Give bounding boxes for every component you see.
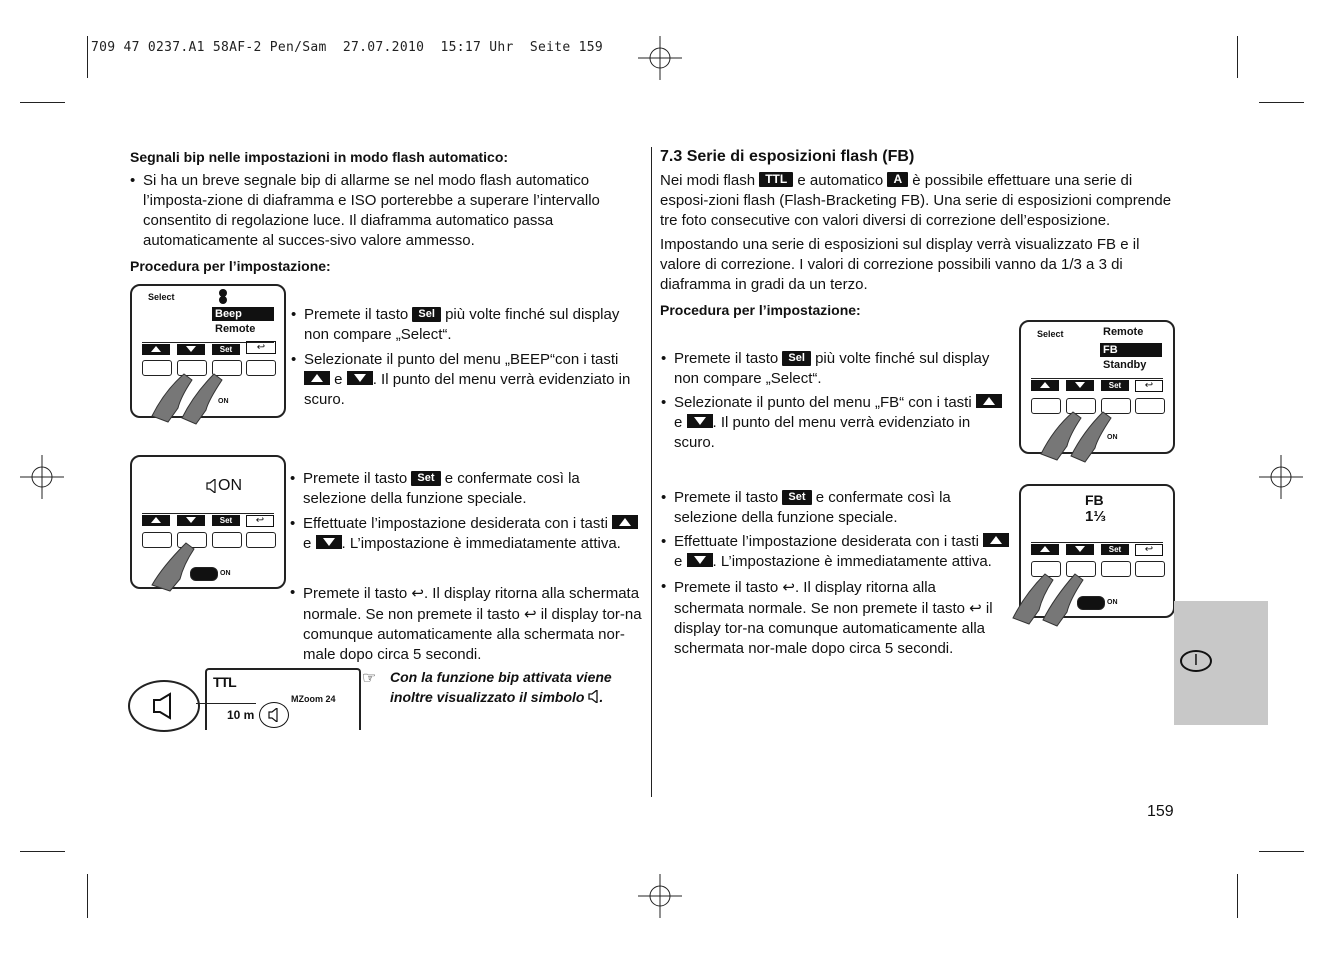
note-body: Con la funzione bip attivata viene inoltre visualizzato il simbolo <box>390 669 612 705</box>
flash-unit-fb-menu <box>1019 320 1175 454</box>
step-text: Premete il tasto <box>674 350 779 367</box>
return-icon: ↩ <box>523 605 537 623</box>
right-procedure-heading: Procedura per l’impostazione: <box>660 302 861 318</box>
return-icon: ↩ <box>411 584 424 602</box>
crop-mark <box>20 851 65 852</box>
return-icon: ↩ <box>1135 380 1163 392</box>
right-para2: Impostando una serie di esposizioni sul display verrà visualizzato FB e il valore di correzione. I valori di correzione possibili vanno da 1/3 a 3 di diaframma in gradi da un terzo. <box>660 236 1140 293</box>
column-divider <box>651 147 652 797</box>
step-text: . L’impostazione è immediatamente attiva. <box>341 535 621 552</box>
hand-icon <box>146 362 236 426</box>
lcd-set-label: Set <box>212 344 240 355</box>
lcd-fb-label: FB <box>1085 492 1104 508</box>
left-heading: Segnali bip nelle impostazioni in modo flash automatico: <box>130 149 509 165</box>
step-text: Premete il tasto <box>303 470 408 487</box>
step-text: più volte finché sul display non compare „Select“. <box>304 306 620 343</box>
pointing-hand-icon: ☞ <box>362 670 377 687</box>
sel-key-icon: Sel <box>412 307 441 322</box>
step-text: Selezionate il punto del menu „FB“ con i tasti <box>674 394 972 411</box>
on-label: ON <box>218 398 229 405</box>
on-label: ON <box>1107 434 1118 441</box>
right-step5: • Premete il tasto ↩. Il display ritorna alla schermata normale. Se non premete il tasto ↩ il display tor-na comunque automaticamente alla schermata nor-male dopo circa 5 secondi. <box>661 578 993 657</box>
remote-icon <box>216 288 230 304</box>
hand-icon <box>146 535 206 593</box>
auto-key-icon: A <box>887 172 908 187</box>
return-icon: ↩ <box>246 341 276 354</box>
right-step1: • Premete il tasto Sel più volte finché sul display non compare „Select“. <box>661 350 990 387</box>
step-text: . Il display ritorna alla schermata normale. Se non premete il tasto <box>303 585 640 623</box>
step-text: e confermate così la selezione della funzione speciale. <box>303 470 580 507</box>
para-text: e automatico <box>797 172 884 189</box>
left-procedure-heading: Procedura per l’impostazione: <box>130 258 331 274</box>
step-text: e <box>303 535 312 552</box>
left-intro-bullet: • Si ha un breve segnale bip di allarme se nel modo flash automatico l’imposta-zione di diaframma e ISO porterebbe a superare l’intervallo consentito di regolazione luce. Il diaframma automatico passa automaticamente al succes-sivo valore ammesso. <box>130 171 642 251</box>
lcd-mode-ttl: TTL <box>213 674 236 690</box>
left-step1: • Premete il tasto Sel più volte finché sul display non compare „Select“. <box>291 306 620 343</box>
left-step3: • Premete il tasto Set e confermate così la selezione della funzione speciale. <box>290 470 580 507</box>
lcd-set-label: Set <box>1101 380 1129 391</box>
language-tab-label: I <box>1180 650 1212 672</box>
step-text: . Il punto del menu verrà evidenziato in scuro. <box>674 414 971 451</box>
set-key-icon: Set <box>411 471 440 486</box>
hand-icon <box>1007 562 1097 628</box>
lcd-main-display <box>205 668 361 730</box>
speaker-callout <box>128 680 200 732</box>
down-arrow-key-icon <box>316 535 342 549</box>
up-arrow-icon <box>1031 380 1059 391</box>
lcd-menu-item: Remote <box>1103 326 1144 338</box>
hand-icon <box>1035 400 1125 464</box>
lcd-menu-item-selected: FB <box>1100 343 1162 357</box>
left-step4: • Effettuate l’impostazione desiderata con i tasti e . L’impostazione è immediatamente attiva. <box>290 514 642 554</box>
left-step2: • Selezionate il punto del menu „BEEP“con i tasti e . Il punto del menu verrà evidenziato in scuro. <box>291 351 631 408</box>
up-arrow-key-icon <box>983 533 1009 547</box>
left-step5: • Premete il tasto ↩. Il display ritorna alla schermata normale. Se non premete il tasto ↩ il display tor-na comunque automaticamente alla schermata nor-male dopo circa 5 secondi. <box>290 584 642 663</box>
button-return[interactable] <box>246 532 276 548</box>
right-step4: • Effettuate l’impostazione desiderata con i tasti e . L’impostazione è immediatamente attiva. <box>661 532 1013 572</box>
up-arrow-icon <box>142 515 170 526</box>
speaker-icon <box>206 479 218 493</box>
up-arrow-key-icon <box>976 394 1002 408</box>
sel-key-icon: Sel <box>782 351 811 366</box>
print-header: 709 47 0237.A1 58AF-2 Pen/Sam 27.07.2010 15:17 Uhr Seite 159 <box>91 40 603 55</box>
para-text: è possibile effettuare una serie di esposi-zioni flash (Flash-Bracketing FB). Una serie di esposizioni comprende tre foto consecutive con valori diversi di correzione dell’esposizione. <box>660 172 1172 229</box>
down-arrow-key-icon <box>687 553 713 567</box>
step-text: . Il punto del menu verrà evidenziato in scuro. <box>304 371 631 408</box>
crop-mark <box>20 102 65 103</box>
lcd-menu-item: Remote <box>215 323 256 335</box>
lcd-select-label: Select <box>148 292 175 302</box>
right-step2: • Selezionate il punto del menu „FB“ con i tasti e . Il punto del menu verrà evidenziato in scuro. <box>661 393 1011 453</box>
step-text: il display tor-na comunque automaticamente alla schermata nor-male dopo circa 5 secondi. <box>674 600 993 657</box>
step-text: il display tor-na comunque automaticamente alla schermata nor-male dopo circa 5 secondi. <box>303 606 642 663</box>
right-para1 <box>660 171 1175 231</box>
step-text: e <box>334 371 343 388</box>
step-text: Effettuate l’impostazione desiderata con i tasti <box>674 533 979 550</box>
lcd-set-label: Set <box>1101 544 1129 555</box>
para-text: Nei modi flash <box>660 172 756 189</box>
button-return[interactable] <box>246 360 276 376</box>
return-icon: ↩ <box>246 515 274 527</box>
down-arrow-key-icon <box>347 371 373 385</box>
step-text: Premete il tasto <box>674 489 779 506</box>
down-arrow-icon <box>177 344 205 355</box>
up-arrow-icon <box>1031 544 1059 555</box>
up-arrow-icon <box>142 344 170 355</box>
lcd-divider <box>1031 378 1163 379</box>
return-icon: ↩ <box>782 578 795 596</box>
lcd-beep-value: ON <box>218 477 242 494</box>
button-return[interactable] <box>1135 561 1165 577</box>
flash-unit-select-menu <box>130 284 286 418</box>
registration-mark-icon <box>638 36 682 80</box>
step-text: Premete il tasto <box>674 579 779 596</box>
speaker-icon <box>588 690 599 703</box>
lcd-menu-item-selected: Beep <box>212 307 274 321</box>
crop-mark <box>1259 102 1304 103</box>
up-arrow-key-icon <box>304 371 330 385</box>
registration-mark-icon <box>1259 455 1303 499</box>
return-icon: ↩ <box>1135 544 1163 556</box>
crop-mark <box>1237 36 1238 78</box>
lcd-divider <box>1031 542 1163 543</box>
down-arrow-icon <box>177 515 205 526</box>
set-key-icon: Set <box>782 490 811 505</box>
step-text: e confermate così la selezione della funzione speciale. <box>674 489 951 526</box>
speaker-icon <box>152 692 174 720</box>
button-set[interactable] <box>212 532 242 548</box>
left-intro-text: Si ha un breve segnale bip di allarme se nel modo flash automatico l’imposta-zione di diaframma e ISO porterebbe a superare l’intervallo consentito di regolazione luce. Il diaframma automatico passa automaticamente al succes-sivo valore ammesso. <box>143 172 600 249</box>
crop-mark <box>87 36 88 78</box>
crop-mark <box>87 874 88 918</box>
step-text: . Il display ritorna alla schermata normale. Se non premete il tasto <box>674 579 965 617</box>
down-arrow-icon <box>1066 544 1094 555</box>
crop-mark <box>1259 851 1304 852</box>
down-arrow-key-icon <box>687 414 713 428</box>
crop-mark <box>1237 874 1238 918</box>
registration-mark-icon <box>638 874 682 918</box>
lcd-menu-item: Standby <box>1103 359 1147 371</box>
step-text: e <box>674 414 683 431</box>
lcd-divider <box>142 513 274 514</box>
lcd-fb-value: 1⅓ <box>1085 508 1106 525</box>
right-step3: • Premete il tasto Set e confermate così la selezione della funzione speciale. <box>661 489 951 526</box>
step-text: Premete il tasto <box>304 306 409 323</box>
step-text: Effettuate l’impostazione desiderata con i tasti <box>303 515 608 532</box>
lcd-distance: 10 m <box>227 708 255 722</box>
note-text: Con la funzione bip attivata viene inoltre visualizzato il simbolo . <box>390 669 612 705</box>
step-text: e <box>674 553 683 570</box>
registration-mark-icon <box>20 455 64 499</box>
lcd-zoom: MZoom 24 <box>291 694 336 704</box>
button-set[interactable] <box>1101 561 1131 577</box>
step-text: Premete il tasto <box>303 585 408 602</box>
language-tab <box>1174 601 1268 725</box>
step-text: . L’impostazione è immediatamente attiva. <box>712 553 992 570</box>
lcd-select-label: Select <box>1037 329 1064 339</box>
on-label: ON <box>1107 599 1118 606</box>
page-number: 159 <box>1147 803 1174 820</box>
up-arrow-key-icon <box>612 515 638 529</box>
speaker-highlight <box>259 702 289 728</box>
lcd-set-label: Set <box>212 515 240 526</box>
step-text: più volte finché sul display non compare „Select“. <box>674 350 990 387</box>
flash-unit-beep-setting <box>130 455 286 589</box>
flash-unit-fb-setting <box>1019 484 1175 618</box>
speaker-icon <box>268 708 280 722</box>
button-return[interactable] <box>1135 398 1165 414</box>
down-arrow-icon <box>1066 380 1094 391</box>
return-icon: ↩ <box>969 599 982 617</box>
ttl-key-icon: TTL <box>759 172 793 187</box>
on-label: ON <box>220 570 231 577</box>
step-text: Selezionate il punto del menu „BEEP“con i tasti <box>304 351 619 368</box>
right-heading: 7.3 Serie di esposizioni flash (FB) <box>660 148 915 165</box>
